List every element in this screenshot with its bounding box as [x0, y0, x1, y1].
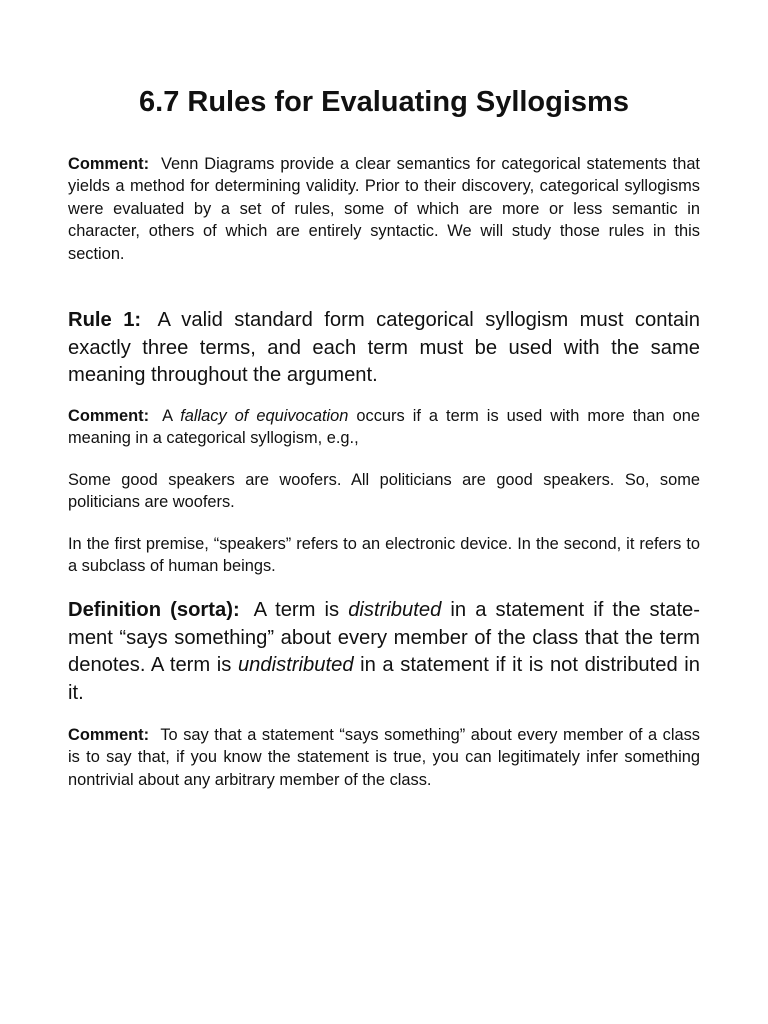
rule-1-label: Rule 1:: [68, 309, 142, 331]
definition-comment: [68, 724, 700, 791]
example-text: Some good speakers are woofers. All politicians are good speakers. So, some politicians are woofers.: [68, 471, 700, 512]
rule-1: [68, 307, 700, 390]
comment-label: Comment:: [68, 726, 150, 744]
example-explanation-text: In the first premise, “speakers” refers to an electronic device. In the second, it refers to a subclass of human beings.: [68, 535, 700, 576]
section-title: 6.7 Rules for Evaluating Syllogisms: [139, 86, 629, 118]
equivocation-comment-post: occurs if a term is used with more than one meaning in a categorical syllogism, e.g.,: [68, 407, 700, 448]
intro-comment-text: Venn Diagrams provide a clear semantics for categorical statements that yields a method for determining validity. Prior to their discovery, categorical syllogisms were evaluated by a set of rules, some of which are more or less semantic in character, others of which are entirely syntactic. We will study those rules in this section.: [68, 155, 700, 263]
example-explanation: [68, 533, 700, 578]
definition-part-2: in a statement if the state-ment “says something” about every member of the class that the term denotes. A term is: [68, 599, 701, 676]
comment-label: Comment:: [68, 407, 150, 425]
equivocation-comment-pre: A: [162, 407, 173, 425]
definition-comment-text: To say that a statement “says something” about every member of a class is to say that, if you know the statement is true, you can legitimately infer something nontrivial about any arbitrary member of the class.: [68, 726, 700, 789]
intro-comment: [68, 153, 700, 265]
example-syllogism: [68, 469, 700, 514]
distributed-term: distributed: [348, 599, 442, 621]
definition-part-1: A term is: [253, 599, 340, 621]
undistributed-term: undistributed: [237, 654, 354, 676]
fallacy-of-equivocation-term: fallacy of equivocation: [180, 407, 349, 425]
equivocation-comment: [68, 405, 700, 450]
comment-label: Comment:: [68, 155, 150, 173]
definition-part-3: in a statement if it is not distributed in it.: [68, 654, 701, 704]
distribution-definition: [68, 597, 700, 707]
definition-label: Definition (sorta):: [68, 599, 240, 621]
rule-1-text: A valid standard form categorical syllogism must contain exactly three terms, and each term must be used with the same meaning throughout the argument.: [68, 309, 700, 386]
